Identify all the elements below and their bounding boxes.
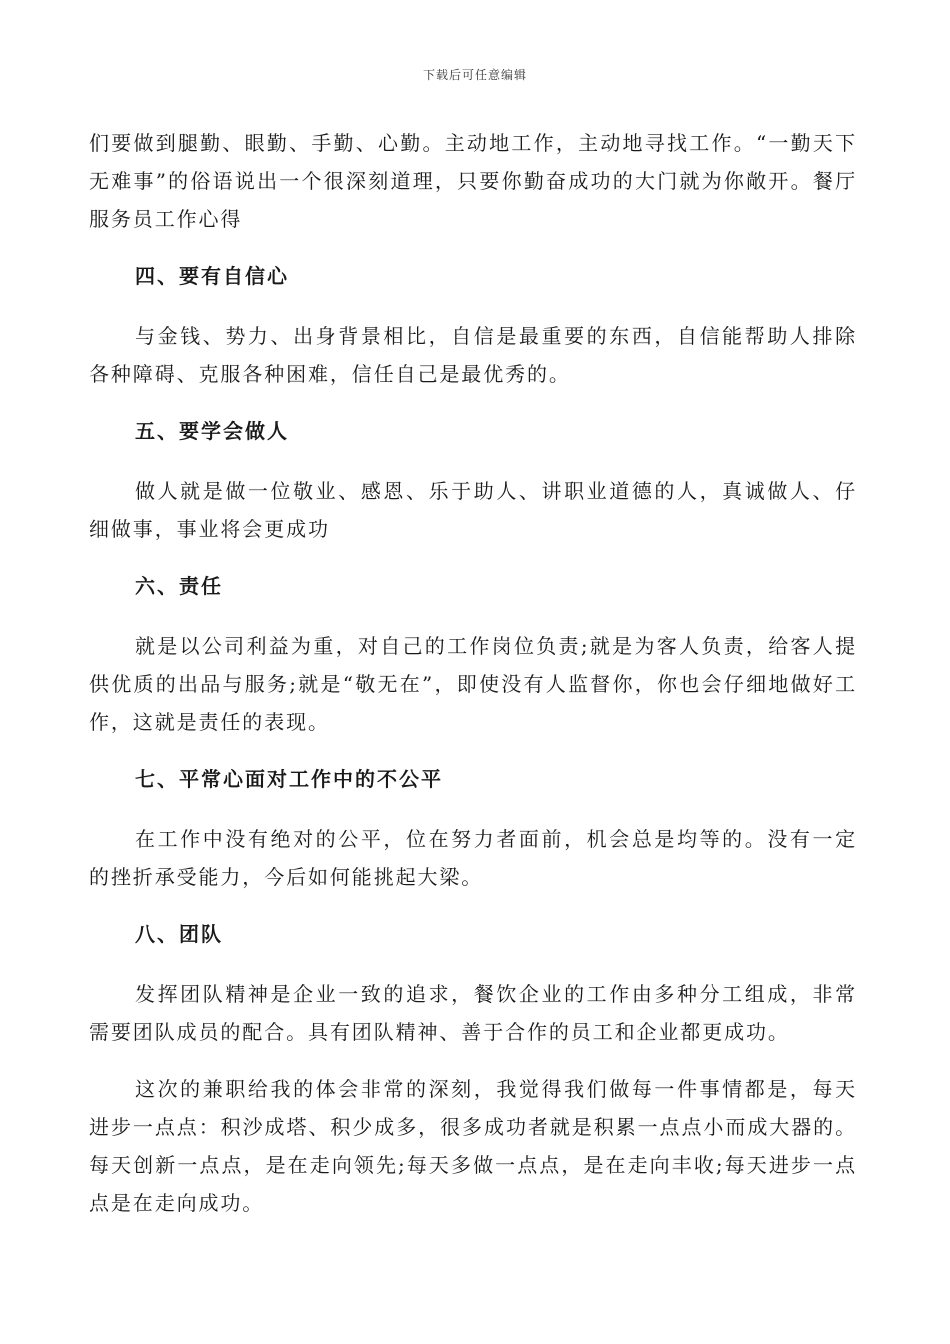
section-heading-5: 五、要学会做人 xyxy=(135,419,289,443)
paragraph-section-6: 就是以公司利益为重，对自己的工作岗位负责;就是为客人负责，给客人提供优质的出品与服务;就是“敬无在”，即使没有人监督你，你也会仔细地做好工作，这就是责任的表现。 xyxy=(89,634,857,734)
section-heading-6: 六、责任 xyxy=(135,574,223,598)
paragraph-section-4: 与金钱、势力、出身背景相比，自信是最重要的东西，自信能帮助人排除各种障碍、克服各种困难，信任自己是最优秀的。 xyxy=(89,324,857,386)
page-header: 下载后可任意编辑 xyxy=(422,68,527,82)
section-heading-8: 八、团队 xyxy=(135,922,223,946)
paragraph-section-7: 在工作中没有绝对的公平，位在努力者面前，机会总是均等的。没有一定的挫折承受能力，今后如何能挑起大梁。 xyxy=(89,827,857,889)
section-heading-4: 四、要有自信心 xyxy=(135,264,289,288)
document-body xyxy=(89,124,857,1222)
paragraph-section-8: 发挥团队精神是企业一致的追求，餐饮企业的工作由多种分工组成，非常需要团队成员的配合。具有团队精神、善于合作的员工和企业都更成功。 xyxy=(89,982,857,1044)
section-heading-7: 七、平常心面对工作中的不公平 xyxy=(135,767,443,791)
paragraph-conclusion: 这次的兼职给我的体会非常的深刻，我觉得我们做每一件事情都是，每天进步一点点：积沙成塔、积少成多，很多成功者就是积累一点点小而成大器的。每天创新一点点，是在走向领先;每天多做一点点，是在走向丰收;每天进步一点点是在走向成功。 xyxy=(89,1077,857,1215)
paragraph-section-5: 做人就是做一位敬业、感恩、乐于助人、讲职业道德的人，真诚做人、仔细做事，事业将会更成功 xyxy=(89,479,857,541)
paragraph-continued: 们要做到腿勤、眼勤、手勤、心勤。主动地工作，主动地寻找工作。“一勤天下无难事”的俗语说出一个很深刻道理，只要你勤奋成功的大门就为你敞开。餐厅服务员工作心得 xyxy=(89,131,857,231)
